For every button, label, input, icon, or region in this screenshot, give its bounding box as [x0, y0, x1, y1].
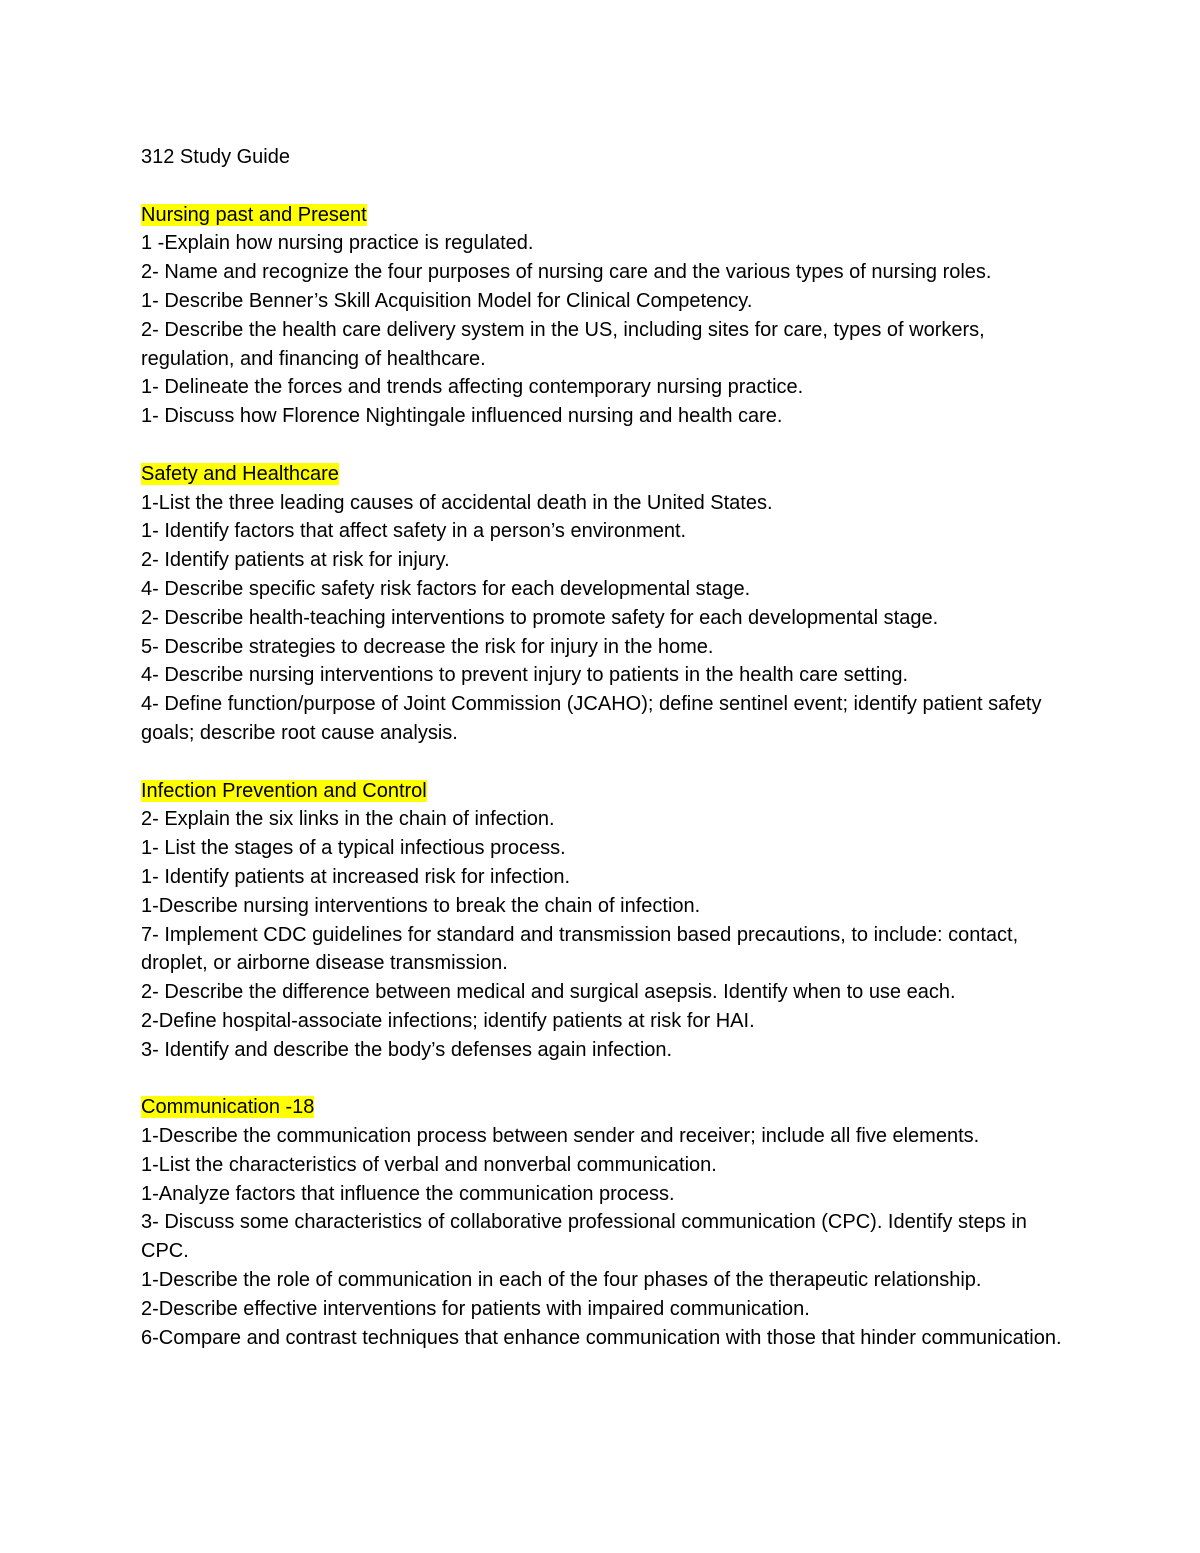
list-item: 2- Describe the health care delivery system in the US, including sites for care, types of workers, regulation, and financing of healthcare.	[141, 318, 985, 370]
list-item: 2-Describe effective interventions for patients with impaired communication.	[141, 1297, 810, 1320]
list-item: 2- Explain the six links in the chain of infection.	[141, 808, 555, 831]
list-item: 6-Compare and contrast techniques that enhance communication with those that hinder communication.	[141, 1326, 1062, 1349]
document-title: 312 Study Guide	[141, 146, 290, 168]
section-heading	[141, 460, 1071, 489]
list-item: 4- Describe specific safety risk factors for each developmental stage.	[141, 577, 751, 600]
list-item: 1-Describe the communication process between sender and receiver; include all five elements.	[141, 1125, 980, 1148]
list-item: 1- Describe Benner’s Skill Acquisition Model for Clinical Competency.	[141, 289, 753, 312]
highlighted-heading-text: Infection Prevention and Control	[141, 779, 427, 802]
list-item: 2- Describe the difference between medical and surgical asepsis. Identify when to use each.	[141, 981, 956, 1004]
section-communication	[141, 1093, 1071, 1352]
list-item: 2- Name and recognize the four purposes of nursing care and the various types of nursing roles.	[141, 261, 992, 284]
list-item: 3- Identify and describe the body’s defenses again infection.	[141, 1038, 673, 1061]
section-safety-and-healthcare	[141, 460, 1071, 748]
list-item: 1-List the three leading causes of accidental death in the United States.	[141, 491, 773, 514]
list-item: 1-Describe nursing interventions to break the chain of infection.	[141, 894, 701, 917]
section-heading	[141, 1093, 1071, 1122]
list-item: 1- Discuss how Florence Nightingale influenced nursing and health care.	[141, 405, 783, 428]
highlighted-heading-text: Communication -18	[141, 1096, 315, 1119]
list-item: 1-Describe the role of communication in each of the four phases of the therapeutic relationship.	[141, 1269, 982, 1292]
list-item: 4- Define function/purpose of Joint Commission (JCAHO); define sentinel event; identify patient safety goals; describe root cause analysis.	[141, 693, 1042, 744]
list-item: 2-Define hospital-associate infections; identify patients at risk for HAI.	[141, 1009, 755, 1032]
list-item: 1- Delineate the forces and trends affecting contemporary nursing practice.	[141, 376, 804, 399]
list-item: 1- Identify patients at increased risk for infection.	[141, 865, 571, 888]
section-heading	[141, 201, 1071, 230]
list-item: 1-Analyze factors that influence the communication process.	[141, 1182, 675, 1205]
highlighted-heading-text: Nursing past and Present	[141, 203, 367, 226]
list-item: 1 -Explain how nursing practice is regulated.	[141, 232, 534, 255]
list-item: 3- Discuss some characteristics of collaborative professional communication (CPC). Identify steps in CPC.	[141, 1211, 1027, 1263]
list-item: 7- Implement CDC guidelines for standard and transmission based precautions, to include: contact, droplet, or airborne disease transmission.	[141, 923, 1019, 975]
section-nursing-past-and-present	[141, 201, 1071, 431]
list-item: 1- List the stages of a typical infectious process.	[141, 837, 566, 860]
document-page	[141, 143, 1071, 1381]
list-item: 2- Identify patients at risk for injury.	[141, 549, 450, 572]
list-item: 1-List the characteristics of verbal and nonverbal communication.	[141, 1153, 717, 1176]
list-item: 4- Describe nursing interventions to prevent injury to patients in the health care setting.	[141, 664, 909, 687]
section-heading	[141, 777, 1071, 806]
list-item: 1- Identify factors that affect safety in a person’s environment.	[141, 520, 687, 543]
highlighted-heading-text: Safety and Healthcare	[141, 462, 339, 485]
list-item: 2- Describe health-teaching interventions to promote safety for each developmental stage.	[141, 606, 939, 629]
list-item: 5- Describe strategies to decrease the risk for injury in the home.	[141, 635, 714, 658]
section-infection-prevention-and-control	[141, 777, 1071, 1065]
